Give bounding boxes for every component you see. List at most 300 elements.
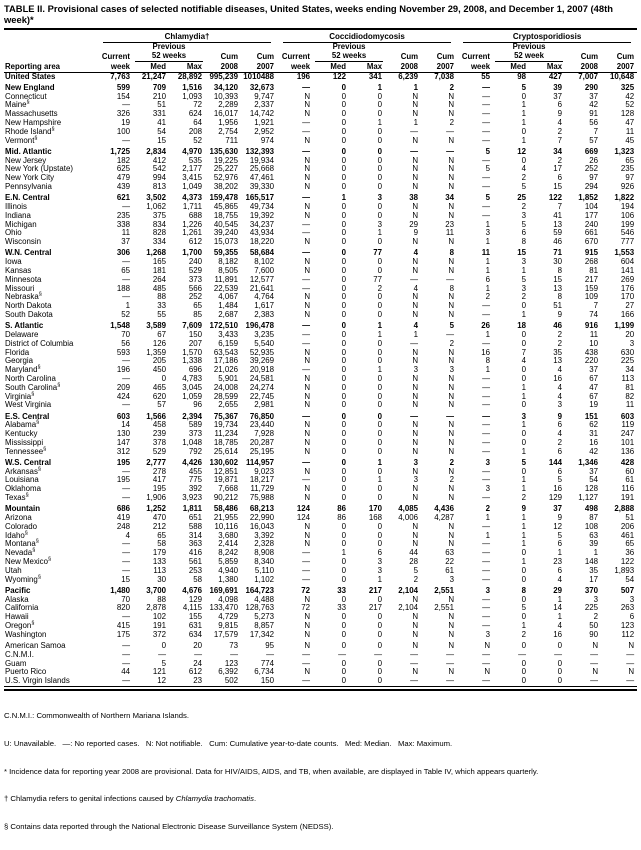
value-cell: 3 xyxy=(485,457,491,467)
value-cell: 39 xyxy=(553,82,563,92)
value-cell: 56 xyxy=(121,338,130,348)
value-cell: 108 xyxy=(584,521,599,531)
table-row xyxy=(4,549,637,558)
value-cell: 8,340 xyxy=(254,557,275,567)
value-cell: 0 xyxy=(377,629,383,639)
value-cell: 1,338 xyxy=(182,356,202,366)
value-cell: 37 xyxy=(121,237,130,247)
reporting-area-cell: Pennsylvania xyxy=(5,182,52,192)
value-cell: N xyxy=(412,292,419,302)
reporting-area-cell: Delaware xyxy=(5,329,39,339)
reporting-area-cell: New England xyxy=(5,82,55,92)
value-cell: 6 xyxy=(557,420,563,430)
table-bottom-rule xyxy=(4,689,637,691)
value-cell: 0 xyxy=(377,173,383,183)
value-cell: 792 xyxy=(188,446,202,456)
value-cell: 0 xyxy=(341,283,347,293)
value-cell: 6,734 xyxy=(254,667,275,677)
value-cell: 9 xyxy=(557,109,563,119)
value-cell: 1 xyxy=(485,237,491,247)
value-cell: 102 xyxy=(152,612,166,622)
value-cell: — xyxy=(482,574,491,584)
value-cell: 2 xyxy=(449,82,455,92)
table-row xyxy=(4,128,637,137)
reporting-area-cell: Connecticut xyxy=(5,91,47,101)
value-cell: 122 xyxy=(332,71,347,81)
reporting-area-cell: New Mexico§ xyxy=(5,556,52,567)
value-cell: 630 xyxy=(620,347,635,357)
value-cell: 20,918 xyxy=(249,365,275,375)
value-cell: 253 xyxy=(188,565,202,575)
value-cell: 3 xyxy=(521,283,527,293)
value-cell: 191 xyxy=(152,621,166,631)
value-cell: 15 xyxy=(157,135,166,145)
value-cell: 0 xyxy=(341,257,347,267)
value-cell: 1,093 xyxy=(182,91,202,101)
table-row xyxy=(4,677,637,686)
value-cell: 1,359 xyxy=(146,347,166,357)
value-cell: 0 xyxy=(341,338,347,348)
value-cell: 61 xyxy=(445,565,455,575)
value-cell: 5,859 xyxy=(218,557,238,567)
value-cell: 168 xyxy=(368,513,383,523)
value-cell: 62 xyxy=(589,420,599,430)
footnote-dagger: † Chlamydia refers to genital infections caused by Chlamydia trachomatis. xyxy=(4,794,257,804)
value-cell: N xyxy=(304,521,311,531)
value-cell: 15 xyxy=(553,274,563,284)
value-cell: — xyxy=(302,118,311,128)
value-cell: 70 xyxy=(121,594,130,604)
value-cell: 5 xyxy=(449,321,455,331)
value-cell: — xyxy=(302,676,311,686)
value-cell: — xyxy=(482,182,491,192)
value-cell: 412 xyxy=(152,155,166,165)
value-cell: 2 xyxy=(521,173,527,183)
value-cell: 4,287 xyxy=(434,513,455,523)
value-cell: 2,878 xyxy=(146,603,166,613)
reporting-area-cell: Oklahoma xyxy=(5,484,41,494)
column-header-max: Max xyxy=(529,62,565,73)
value-cell: 12,851 xyxy=(213,466,238,476)
value-cell: N xyxy=(448,257,455,267)
value-cell: N xyxy=(304,493,311,503)
value-cell: — xyxy=(446,676,455,686)
value-cell: 19,871 xyxy=(213,475,238,485)
value-cell: — xyxy=(482,301,491,311)
value-cell: — xyxy=(122,493,130,503)
value-cell: 290 xyxy=(584,82,599,92)
value-cell: 392 xyxy=(188,484,202,494)
value-cell: N xyxy=(304,91,311,101)
value-cell: N xyxy=(304,621,311,631)
value-cell: 81 xyxy=(625,382,635,392)
value-cell: 3,700 xyxy=(146,585,166,595)
reporting-area-cell: Maryland§ xyxy=(5,364,41,375)
reporting-area-cell: New York (Upstate) xyxy=(5,164,73,174)
value-cell: 19,734 xyxy=(213,420,238,430)
reporting-area-cell: Vermont§ xyxy=(5,135,38,145)
table-row xyxy=(4,558,637,567)
value-cell: N xyxy=(304,594,311,604)
reporting-area-cell: S. Atlantic xyxy=(5,321,44,331)
value-cell: 15,073 xyxy=(213,237,238,247)
value-cell: 7,763 xyxy=(110,71,130,81)
table-header xyxy=(4,29,637,72)
value-cell: 470 xyxy=(152,513,166,523)
table-row xyxy=(4,668,637,677)
value-cell: 2,414 xyxy=(218,539,238,549)
value-cell: 11 xyxy=(121,228,130,238)
value-cell: N xyxy=(448,382,455,392)
column-header-week: week xyxy=(277,62,313,73)
value-cell: 129 xyxy=(188,594,202,604)
value-cell: 1 xyxy=(485,219,491,229)
value-cell: 235 xyxy=(116,210,130,220)
value-cell: 0 xyxy=(341,109,347,119)
value-cell: N xyxy=(304,173,311,183)
value-cell: 529 xyxy=(188,265,202,275)
value-cell: 23,440 xyxy=(249,420,275,430)
value-cell: 6 xyxy=(521,228,527,238)
value-cell: N xyxy=(412,400,419,410)
value-cell: 123 xyxy=(620,621,635,631)
value-cell: — xyxy=(410,658,419,668)
value-cell: 0 xyxy=(161,373,166,383)
value-cell: 65 xyxy=(121,265,130,275)
value-cell: N xyxy=(304,301,311,311)
value-cell: 4,085 xyxy=(398,504,419,514)
value-cell: 150 xyxy=(260,676,275,686)
value-cell: 2 xyxy=(557,126,563,136)
value-cell: 415 xyxy=(116,621,130,631)
value-cell: 427 xyxy=(548,71,563,81)
value-cell: 72 xyxy=(301,585,311,595)
reporting-area-cell: Florida xyxy=(5,347,30,357)
value-cell: 1,822 xyxy=(614,193,635,203)
value-cell: — xyxy=(122,649,130,659)
value-cell: 363 xyxy=(188,539,202,549)
value-cell: 63 xyxy=(589,530,599,540)
table-row xyxy=(4,514,637,523)
value-cell: 325 xyxy=(620,82,635,92)
value-cell: 41 xyxy=(157,118,166,128)
value-cell: 0 xyxy=(521,126,527,136)
value-cell: 0 xyxy=(521,437,527,447)
reporting-area-cell: Rhode Island§ xyxy=(5,126,55,136)
region-total-row xyxy=(4,413,637,422)
value-cell: 3 xyxy=(485,585,491,595)
footnote-cnmi: C.N.M.I.: Commonwealth of Northern Mariana Islands. xyxy=(4,711,189,721)
value-cell: 3 xyxy=(521,210,527,220)
value-cell: — xyxy=(122,292,130,302)
value-cell: 0 xyxy=(341,228,347,238)
value-cell: 52 xyxy=(625,100,635,110)
reporting-area-cell: W.S. Central xyxy=(5,457,52,467)
region-total-row xyxy=(4,72,637,81)
value-cell: 0 xyxy=(341,182,347,192)
footnote-section: § Contains data reported through the National Electronic Disease Surveillance System (NEDSS). xyxy=(4,821,334,831)
value-cell: 4 xyxy=(557,118,563,128)
value-cell: 0 xyxy=(341,210,347,220)
reporting-area-cell: Kentucky xyxy=(5,429,38,439)
value-cell: 14,742 xyxy=(249,109,275,119)
value-cell: 4,426 xyxy=(182,457,202,467)
table-row xyxy=(4,357,637,366)
value-cell: 91 xyxy=(589,109,599,119)
reporting-area-cell: Utah xyxy=(5,565,22,575)
value-cell: 0 xyxy=(341,475,347,485)
value-cell: 24,581 xyxy=(249,373,275,383)
value-cell: — xyxy=(266,649,275,659)
value-cell: 670 xyxy=(584,237,599,247)
value-cell: N xyxy=(304,164,311,174)
value-cell: 47 xyxy=(625,118,635,128)
value-cell: — xyxy=(482,155,491,165)
value-cell: 3 xyxy=(413,457,419,467)
value-cell: 135,630 xyxy=(209,146,238,156)
value-cell: N xyxy=(448,429,455,439)
value-cell: 165 xyxy=(152,257,166,267)
value-cell: 2,383 xyxy=(254,309,275,319)
value-cell: 22,745 xyxy=(249,391,275,401)
value-cell: 0 xyxy=(521,301,527,311)
value-cell: 0 xyxy=(377,539,383,549)
value-cell: 67 xyxy=(589,391,599,401)
value-cell: 130 xyxy=(116,429,130,439)
value-cell: 0 xyxy=(521,574,527,584)
value-cell: 33 xyxy=(337,585,347,595)
value-cell: 1,893 xyxy=(614,565,635,575)
value-cell: 0 xyxy=(521,429,527,439)
value-cell: 16,043 xyxy=(249,521,275,531)
value-cell: 1,062 xyxy=(146,202,166,212)
value-cell: 12 xyxy=(157,676,166,686)
value-cell: 4,436 xyxy=(434,504,455,514)
value-cell: 0 xyxy=(341,292,347,302)
table-row xyxy=(4,604,637,613)
value-cell: 5 xyxy=(485,164,491,174)
table-row xyxy=(4,157,637,166)
value-cell: N xyxy=(448,391,455,401)
value-cell: 4 xyxy=(557,429,563,439)
value-cell: 97 xyxy=(589,173,599,183)
value-cell: N xyxy=(304,135,311,145)
value-cell: 32,673 xyxy=(249,82,275,92)
value-cell: 65 xyxy=(625,539,635,549)
value-cell: 634 xyxy=(188,629,202,639)
value-cell: 0 xyxy=(377,91,383,101)
value-cell: 0 xyxy=(377,667,383,677)
value-cell: 10,116 xyxy=(214,521,238,531)
value-cell: 6 xyxy=(557,565,563,575)
value-cell: N xyxy=(412,484,419,494)
value-cell: 2 xyxy=(521,202,527,212)
reporting-area-cell: E.S. Central xyxy=(5,411,50,421)
value-cell: — xyxy=(410,146,419,156)
value-cell: N xyxy=(448,347,455,357)
value-cell: 82 xyxy=(625,391,635,401)
value-cell: — xyxy=(590,649,599,659)
value-cell: 5 xyxy=(521,603,527,613)
reporting-area-cell: West Virginia xyxy=(5,400,52,410)
value-cell: — xyxy=(230,649,238,659)
reporting-area-cell: Arkansas§ xyxy=(5,466,41,476)
column-header-previous-52-weeks: Previous 52 weeks xyxy=(133,43,205,62)
reporting-area-cell: Ohio xyxy=(5,228,22,238)
value-cell: 8 xyxy=(449,248,455,258)
value-cell: — xyxy=(482,521,491,531)
value-cell: 8 xyxy=(557,292,563,302)
value-cell: 9,023 xyxy=(254,466,275,476)
value-cell: 1 xyxy=(521,118,527,128)
value-cell: N xyxy=(448,446,455,456)
value-cell: — xyxy=(302,457,311,467)
value-cell: 0 xyxy=(341,274,347,284)
value-cell: 46 xyxy=(553,237,563,247)
value-cell: — xyxy=(446,329,455,339)
value-cell: 428 xyxy=(620,457,635,467)
value-cell: — xyxy=(518,649,527,659)
value-cell: N xyxy=(304,530,311,540)
value-cell: N xyxy=(448,530,455,540)
value-cell: 3 xyxy=(377,219,383,229)
value-cell: 0 xyxy=(341,347,347,357)
value-cell: 3 xyxy=(413,475,419,485)
table-row xyxy=(4,494,637,503)
value-cell: 661 xyxy=(584,228,599,238)
group-header-coccidiodomycosis: Coccidiodomycosis xyxy=(277,29,457,43)
value-cell: — xyxy=(122,565,130,575)
value-cell: 144 xyxy=(548,457,563,467)
value-cell: — xyxy=(482,437,491,447)
value-cell: 1,226 xyxy=(182,219,202,229)
value-cell: — xyxy=(482,612,491,622)
value-cell: 2,551 xyxy=(434,585,455,595)
reporting-area-cell: Oregon§ xyxy=(5,620,35,631)
reporting-area-cell: South Dakota xyxy=(5,309,53,319)
reporting-area-cell: Georgia xyxy=(5,356,34,366)
value-cell: 87 xyxy=(589,513,599,523)
value-cell: 4 xyxy=(413,321,419,331)
value-cell: 0 xyxy=(377,446,383,456)
value-cell: 240 xyxy=(188,257,202,267)
value-cell: 12 xyxy=(553,521,563,531)
table-row xyxy=(4,137,637,146)
value-cell: 0 xyxy=(377,621,383,631)
value-cell: 81 xyxy=(589,265,599,275)
value-cell: N xyxy=(304,391,311,401)
value-cell: 1 xyxy=(557,594,563,604)
value-cell: 3 xyxy=(593,594,599,604)
value-cell: 65 xyxy=(193,301,202,311)
value-cell: 479 xyxy=(116,173,130,183)
value-cell: — xyxy=(446,146,455,156)
value-cell: 12 xyxy=(517,146,527,156)
value-cell: 11 xyxy=(625,400,635,410)
value-cell: 0 xyxy=(521,373,527,383)
value-cell: 7 xyxy=(557,202,563,212)
value-cell: 0 xyxy=(377,356,383,366)
value-cell: 4 xyxy=(413,283,419,293)
value-cell: 182 xyxy=(116,155,130,165)
value-cell: 5 xyxy=(521,82,527,92)
value-cell: 205 xyxy=(152,356,166,366)
value-cell: 8 xyxy=(449,283,455,293)
value-cell: 58 xyxy=(157,539,166,549)
value-cell: N xyxy=(448,641,455,650)
value-cell: 373 xyxy=(188,429,202,439)
value-cell: 27 xyxy=(625,301,635,311)
value-cell: N xyxy=(412,135,419,145)
value-cell: — xyxy=(122,539,130,549)
reporting-area-cell: U.S. Virgin Islands xyxy=(5,676,70,686)
value-cell: 5 xyxy=(521,219,527,229)
value-cell: N xyxy=(448,182,455,192)
value-cell: 0 xyxy=(521,667,527,677)
value-cell: 378 xyxy=(152,437,166,447)
value-cell: 1 xyxy=(521,109,527,119)
value-cell: 0 xyxy=(377,210,383,220)
table-row xyxy=(4,311,637,320)
value-cell: 6 xyxy=(485,274,491,284)
reporting-area-cell: Wisconsin xyxy=(5,237,41,247)
value-cell: 6,239 xyxy=(398,71,419,81)
disease-group-row xyxy=(4,29,637,43)
value-cell: 3,045 xyxy=(182,382,202,392)
column-header-cum-2007: Cum xyxy=(256,52,275,62)
value-cell: 5 xyxy=(485,146,491,156)
value-cell: 3,235 xyxy=(254,329,275,339)
value-cell: 1 xyxy=(521,621,527,631)
value-cell: 1 xyxy=(377,118,383,128)
value-cell: — xyxy=(302,649,311,659)
value-cell: 86 xyxy=(337,504,347,514)
value-cell: — xyxy=(482,202,491,212)
value-cell: 1,906 xyxy=(146,493,166,503)
value-cell: 995,239 xyxy=(209,71,238,81)
value-cell: 0 xyxy=(521,91,527,101)
value-cell: N xyxy=(448,100,455,110)
value-cell: 1 xyxy=(341,193,347,203)
value-cell: 16 xyxy=(553,373,563,383)
value-cell: 172,510 xyxy=(209,321,238,331)
group-header-cryptosporidiosis: Cryptosporidiosis xyxy=(457,29,637,43)
value-cell: 2 xyxy=(413,574,419,584)
value-cell: 0 xyxy=(341,391,347,401)
value-cell: N xyxy=(304,400,311,410)
value-cell: 169,691 xyxy=(209,585,238,595)
value-cell: 417 xyxy=(152,475,166,485)
value-cell: 19,225 xyxy=(213,155,238,165)
value-cell: — xyxy=(410,411,419,421)
value-cell: 199 xyxy=(620,219,635,229)
value-cell: 621 xyxy=(116,193,130,203)
value-cell: 0 xyxy=(521,155,527,165)
value-cell: 104 xyxy=(584,202,599,212)
value-cell: 268 xyxy=(584,257,599,267)
value-cell: N xyxy=(304,237,311,247)
value-cell: N xyxy=(412,109,419,119)
table-row xyxy=(4,221,637,230)
value-cell: 2,777 xyxy=(146,457,166,467)
value-cell: 6 xyxy=(557,539,563,549)
region-total-row xyxy=(4,148,637,157)
value-cell: — xyxy=(482,100,491,110)
value-cell: 3 xyxy=(521,411,527,421)
value-cell: 16 xyxy=(481,347,491,357)
value-cell: 75,367 xyxy=(213,411,238,421)
value-cell: 54 xyxy=(589,475,599,485)
